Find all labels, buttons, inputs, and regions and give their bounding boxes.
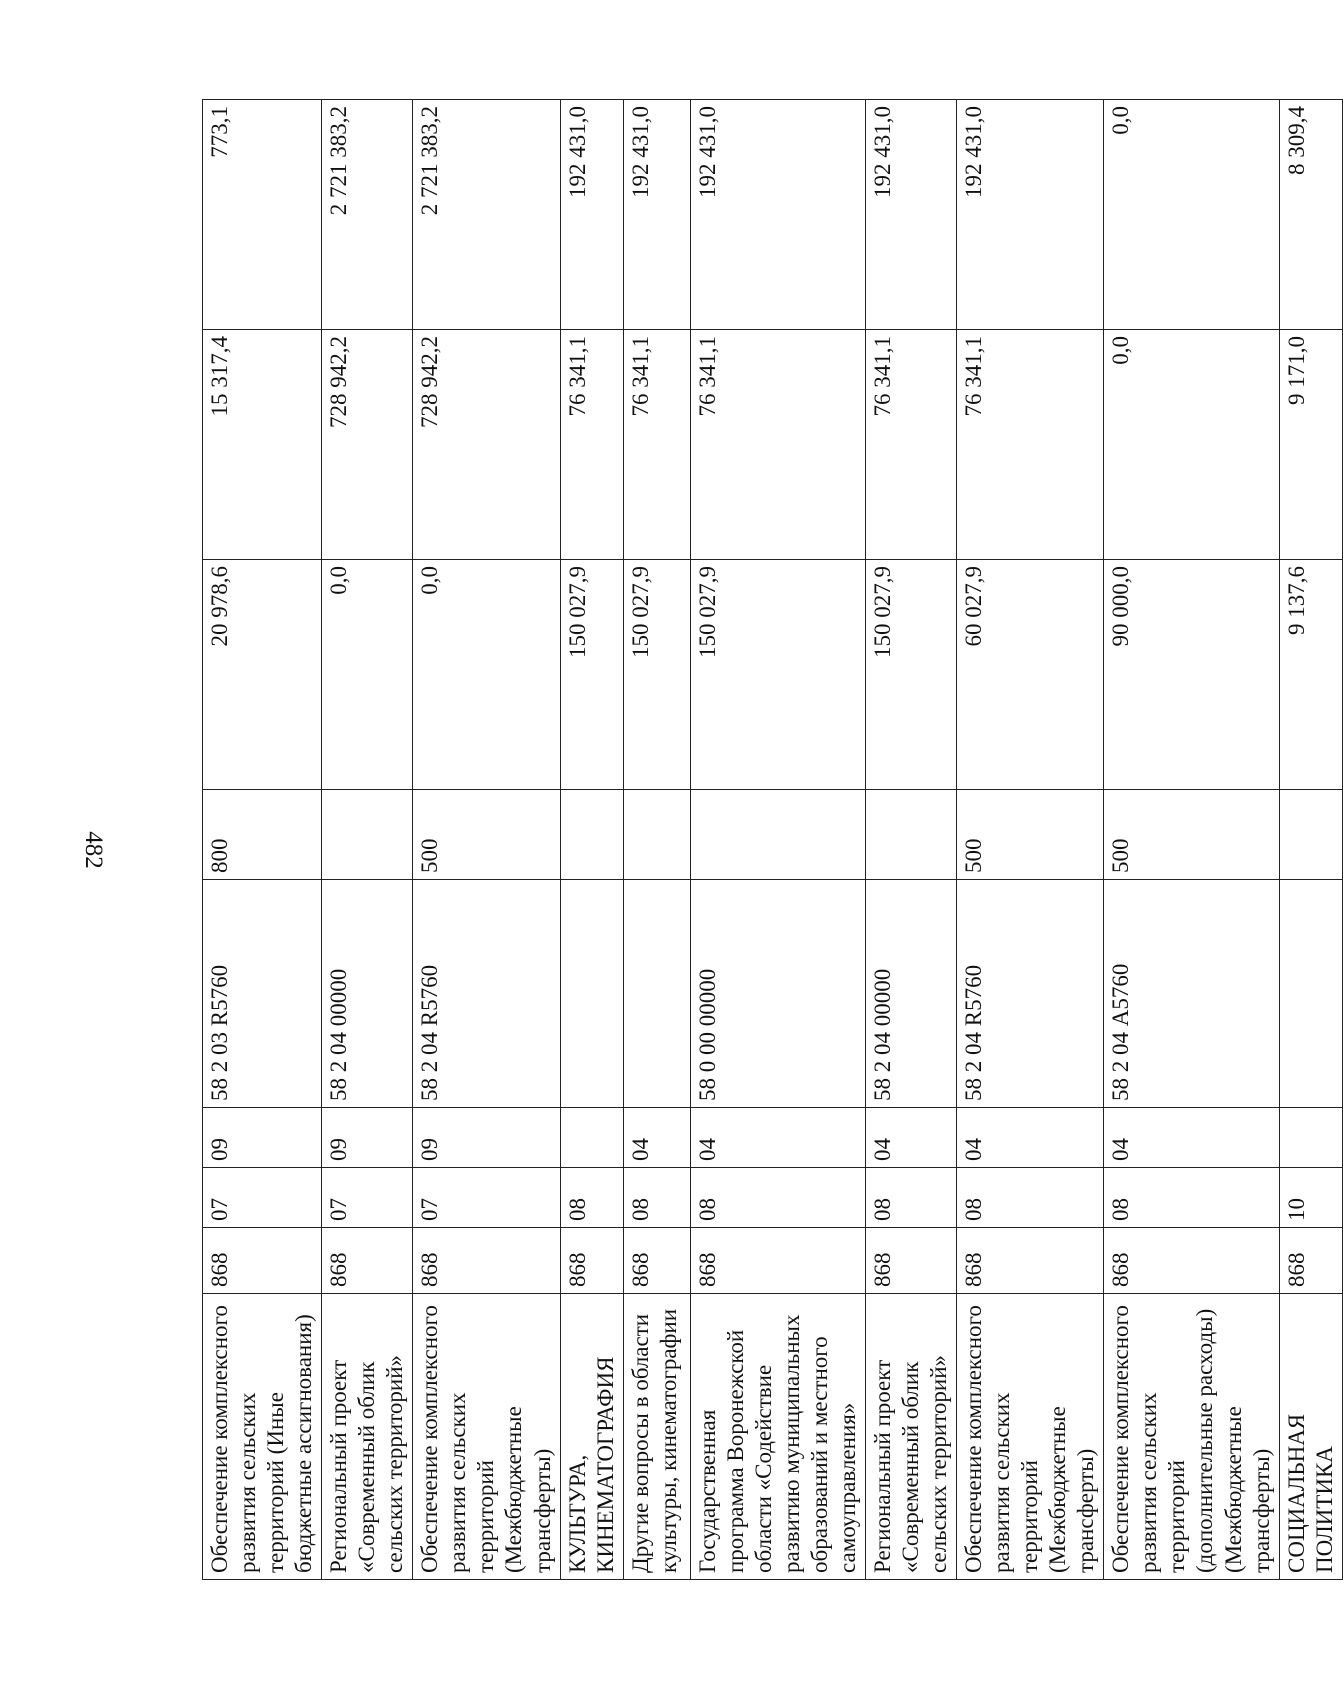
row-name: Государственная программа Воронежской области «Содействие развитию муниципальных образований и местного самоуправления»: [690, 1294, 865, 1580]
table-row: [1279, 100, 1342, 1580]
row-csr: 58 2 04 А5760: [1104, 880, 1279, 1108]
row-sum-3: 192 431,0: [690, 100, 865, 330]
budget-table: [202, 99, 1343, 1580]
row-sum-1: 150 027,9: [560, 560, 623, 790]
page-number: 482: [79, 831, 107, 869]
row-gr: 868: [203, 1228, 322, 1294]
row-sum-3: 8 309,4: [1279, 100, 1342, 330]
row-name: Обеспечение комплексного развития сельских территорий (дополнительные расходы) (Межбюджетные трансферты): [1104, 1294, 1279, 1580]
row-rz: 08: [1104, 1168, 1279, 1228]
row-csr: 58 0 00 00000: [690, 880, 865, 1108]
row-pr: 09: [322, 1108, 413, 1168]
row-sum-3: 0,0: [1104, 100, 1279, 330]
table-row: [413, 100, 560, 1580]
table-row: [623, 100, 690, 1580]
row-sum-2: 76 341,1: [690, 330, 865, 560]
row-sum-2: 728 942,2: [413, 330, 560, 560]
row-name: Региональный проект «Современный облик сельских территорий»: [865, 1294, 956, 1580]
row-sum-1: 9 137,6: [1279, 560, 1342, 790]
row-gr: 868: [560, 1228, 623, 1294]
row-rz: 08: [690, 1168, 865, 1228]
rotated-page-content: [202, 100, 1337, 1580]
row-csr: [623, 880, 690, 1108]
row-pr: 09: [203, 1108, 322, 1168]
row-rz: 10: [1279, 1168, 1342, 1228]
row-vr: 500: [1104, 790, 1279, 880]
row-pr: 04: [690, 1108, 865, 1168]
row-name: Другие вопросы в области культуры, кинематографии: [623, 1294, 690, 1580]
row-rz: 07: [322, 1168, 413, 1228]
row-sum-1: 60 027,9: [957, 560, 1104, 790]
table-row: [865, 100, 956, 1580]
row-vr: [865, 790, 956, 880]
row-sum-3: 192 431,0: [957, 100, 1104, 330]
row-sum-1: 0,0: [322, 560, 413, 790]
row-sum-1: 20 978,6: [203, 560, 322, 790]
table-row: [1104, 100, 1279, 1580]
row-pr: 09: [413, 1108, 560, 1168]
row-sum-1: 150 027,9: [623, 560, 690, 790]
row-csr: 58 2 04 R5760: [413, 880, 560, 1108]
row-vr: 500: [413, 790, 560, 880]
row-vr: [560, 790, 623, 880]
row-vr: [322, 790, 413, 880]
row-name: Обеспечение комплексного развития сельских территорий (Иные бюджетные ассигнования): [203, 1294, 322, 1580]
row-csr: [560, 880, 623, 1108]
row-rz: 07: [413, 1168, 560, 1228]
row-sum-2: 728 942,2: [322, 330, 413, 560]
row-csr: [1279, 880, 1342, 1108]
row-name: СОЦИАЛЬНАЯ ПОЛИТИКА: [1279, 1294, 1342, 1580]
row-sum-1: 150 027,9: [865, 560, 956, 790]
row-pr: 04: [957, 1108, 1104, 1168]
row-sum-3: 2 721 383,2: [413, 100, 560, 330]
row-sum-2: 76 341,1: [623, 330, 690, 560]
row-gr: 868: [865, 1228, 956, 1294]
row-name: Региональный проект «Современный облик сельских территорий»: [322, 1294, 413, 1580]
row-gr: 868: [413, 1228, 560, 1294]
row-sum-1: 150 027,9: [690, 560, 865, 790]
row-rz: 07: [203, 1168, 322, 1228]
row-gr: 868: [322, 1228, 413, 1294]
row-name: Обеспечение комплексного развития сельских территорий (Межбюджетные трансферты): [413, 1294, 560, 1580]
row-sum-2: 0,0: [1104, 330, 1279, 560]
table-row: [203, 100, 322, 1580]
row-sum-2: 15 317,4: [203, 330, 322, 560]
row-sum-3: 773,1: [203, 100, 322, 330]
row-vr: [690, 790, 865, 880]
row-gr: 868: [1279, 1228, 1342, 1294]
row-sum-1: 0,0: [413, 560, 560, 790]
row-pr: 04: [1104, 1108, 1279, 1168]
row-sum-3: 192 431,0: [560, 100, 623, 330]
row-vr: 800: [203, 790, 322, 880]
table-row: [957, 100, 1104, 1580]
row-gr: 868: [957, 1228, 1104, 1294]
table-row: [690, 100, 865, 1580]
row-pr: 04: [865, 1108, 956, 1168]
row-name: КУЛЬТУРА, КИНЕМАТОГРАФИЯ: [560, 1294, 623, 1580]
row-sum-3: 192 431,0: [623, 100, 690, 330]
row-vr: [1279, 790, 1342, 880]
table-row: [322, 100, 413, 1580]
row-csr: 58 2 03 R5760: [203, 880, 322, 1108]
row-gr: 868: [1104, 1228, 1279, 1294]
table-row: [560, 100, 623, 1580]
row-sum-3: 2 721 383,2: [322, 100, 413, 330]
row-csr: 58 2 04 R5760: [957, 880, 1104, 1108]
row-pr: [560, 1108, 623, 1168]
row-sum-2: 9 171,0: [1279, 330, 1342, 560]
row-sum-2: 76 341,1: [560, 330, 623, 560]
row-name: Обеспечение комплексного развития сельских территорий (Межбюджетные трансферты): [957, 1294, 1104, 1580]
row-pr: 04: [623, 1108, 690, 1168]
row-sum-2: 76 341,1: [865, 330, 956, 560]
row-sum-1: 90 000,0: [1104, 560, 1279, 790]
row-pr: [1279, 1108, 1342, 1168]
row-rz: 08: [623, 1168, 690, 1228]
row-gr: 868: [690, 1228, 865, 1294]
row-gr: 868: [623, 1228, 690, 1294]
row-csr: 58 2 04 00000: [865, 880, 956, 1108]
row-vr: 500: [957, 790, 1104, 880]
row-csr: 58 2 04 00000: [322, 880, 413, 1108]
row-rz: 08: [865, 1168, 956, 1228]
row-sum-2: 76 341,1: [957, 330, 1104, 560]
row-sum-3: 192 431,0: [865, 100, 956, 330]
row-rz: 08: [957, 1168, 1104, 1228]
row-vr: [623, 790, 690, 880]
row-rz: 08: [560, 1168, 623, 1228]
